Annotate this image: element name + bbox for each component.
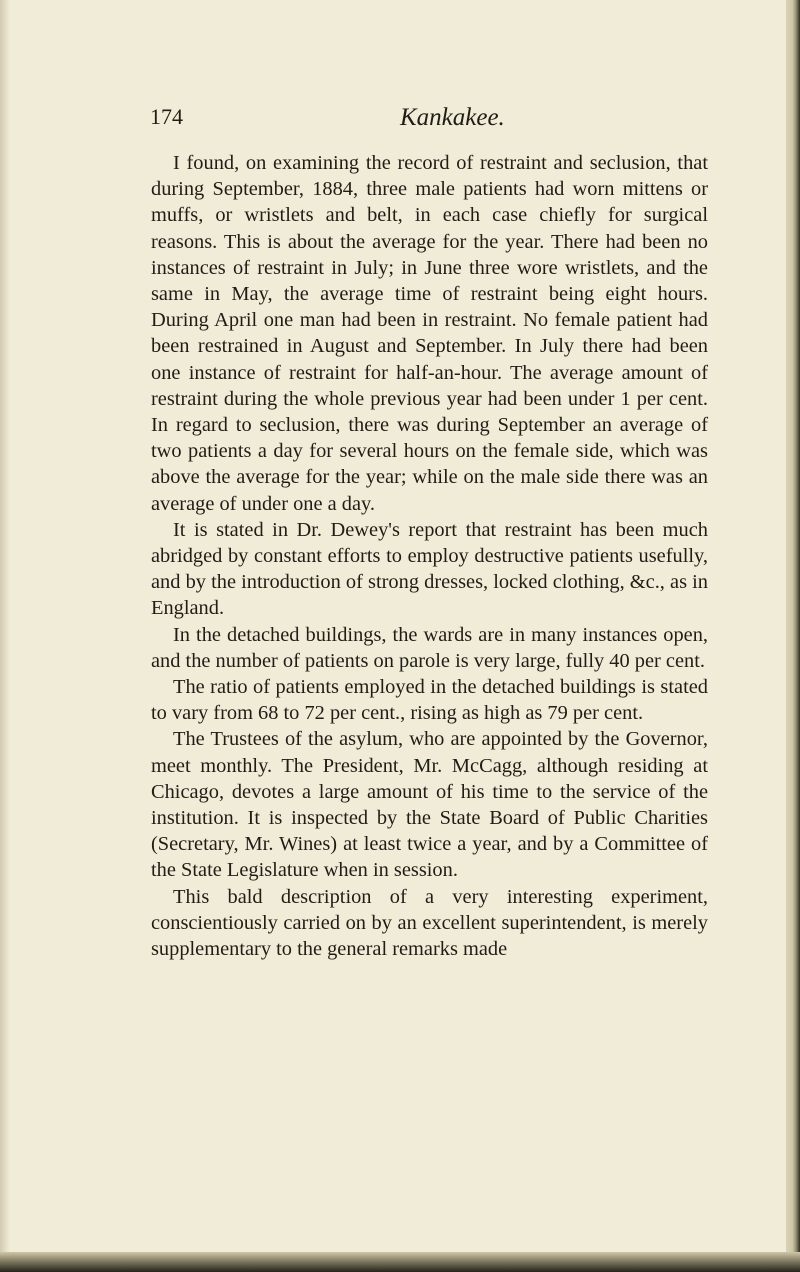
paragraph: It is stated in Dr. Dewey's report that restraint has been much abridged by constant efforts to employ destructive patients usefully, and by the introduction of strong dresses, locked clothing, &c., as in England. (151, 518, 708, 620)
paragraph: I found, on examining the record of restraint and seclusion, that during September, 1884, three male patients had worn mittens or muffs, or wristlets and belt, in each case chiefly for surgical reasons. This is about the average for the year. There had been no instances of restraint in July; in June three wore wristlets, and the same in May, the average time of restraint being eight hours. During April one man had been in restraint. No female patient had been restrained in August and September. In July there had been one instance of restraint for half-an-hour. The average amount of restraint during the whole previous year had been under 1 per cent. In regard to seclusion, there was during September an average of two patients a day for several hours on the female side, which was above the average for the year; while on the male side there was an average of under one a day. (151, 152, 708, 515)
page-number: 174 (150, 104, 183, 129)
paragraph: The Trustees of the asylum, who are appointed by the Governor, meet monthly. The President, Mr. McCagg, although residing at Chicago, devotes a large amount of his time to the service of the institution. It is inspected by the State Board of Public Charities (Secretary, Mr. Wines) at least twice a year, and by a Committee of the State Legislature when in session. (151, 728, 708, 882)
body-text (151, 150, 708, 962)
page-right-edge (786, 0, 800, 1272)
running-title: Kankakee. (400, 104, 505, 131)
page-bottom-edge (0, 1252, 800, 1272)
page-gutter-shadow (0, 0, 10, 1252)
paragraph: In the detached buildings, the wards are in many instances open, and the number of patients on parole is very large, fully 40 per cent. (151, 623, 708, 672)
paragraph: The ratio of patients employed in the detached buildings is stated to vary from 68 to 72 per cent., rising as high as 79 per cent. (151, 676, 708, 725)
page-header (150, 104, 710, 134)
paragraph: This bald description of a very interesting experiment, conscientiously carried on by an excellent superintendent, is merely supplementary to the general remarks made (151, 885, 708, 961)
